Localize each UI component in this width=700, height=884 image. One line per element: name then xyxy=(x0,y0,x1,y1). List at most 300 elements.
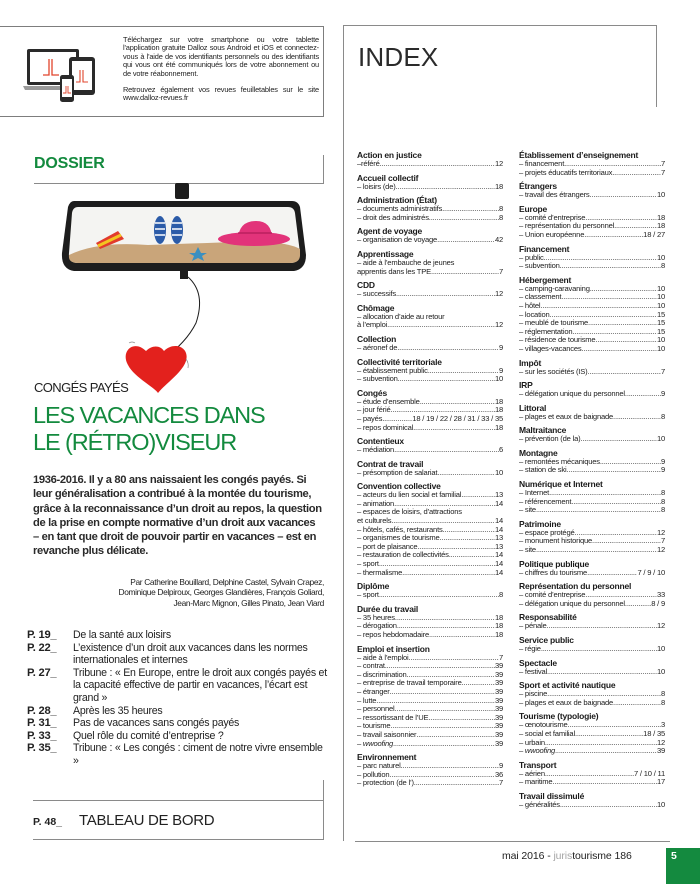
index-entry-page: 10 xyxy=(656,343,665,353)
index-entry-page: 39 xyxy=(494,712,503,722)
index-entry-page: 8 xyxy=(660,689,665,699)
index-entry-label: – dérogation xyxy=(357,621,397,631)
leader-dots xyxy=(416,731,495,740)
leader-dots xyxy=(595,336,657,345)
index-entry-label: – aide à l’embauche de jeunes xyxy=(357,257,455,267)
index-entry[interactable] xyxy=(357,424,503,433)
leader-dots xyxy=(402,569,495,578)
leader-dots xyxy=(590,285,657,294)
leader-dots xyxy=(390,688,495,697)
index-entry-label: – maritime xyxy=(519,777,553,787)
index-frame-right xyxy=(656,25,657,107)
index-entry-page: 39 xyxy=(494,661,503,671)
index-entry-label: – thermalisme xyxy=(357,567,403,577)
index-entry[interactable] xyxy=(519,546,665,555)
index-group xyxy=(357,388,503,432)
index-entry-page: 10 xyxy=(656,252,665,262)
index-entry-label: –référé xyxy=(357,159,380,168)
index-entry-label: – sur les sociétés (IS) xyxy=(519,366,588,376)
index-group xyxy=(519,635,665,654)
index-entry-page: 9 xyxy=(498,365,503,375)
index-entry-page: 18 xyxy=(494,181,503,191)
index-entry-label: – restauration de collectivités xyxy=(357,550,449,560)
toc-item[interactable] xyxy=(27,629,327,642)
index-heading: Étrangers xyxy=(519,181,557,192)
index-group xyxy=(357,644,503,749)
index-entry-label: – comité d’entreprise xyxy=(519,590,586,600)
headline xyxy=(33,402,323,456)
index-entry-label: apprentis dans les TPE xyxy=(357,266,431,276)
index-entry-label: – référencement xyxy=(519,496,572,506)
index-entry[interactable] xyxy=(519,699,665,708)
index-group xyxy=(519,403,665,422)
index-heading: Hébergement xyxy=(519,274,572,285)
index-entry-label: – monument historique xyxy=(519,536,593,546)
index-group xyxy=(519,358,665,377)
index-group xyxy=(357,226,503,245)
index-entry[interactable] xyxy=(357,469,503,478)
index-entry-label: – chiffres du tourisme xyxy=(519,567,588,577)
index-group xyxy=(519,380,665,399)
index-entry[interactable] xyxy=(357,290,503,299)
index-heading: Numérique et Internet xyxy=(519,479,603,490)
index-entry-page: 10 xyxy=(656,335,665,345)
leader-dots xyxy=(408,654,498,663)
index-entry-page: 18 xyxy=(656,221,665,231)
index-entry-label: – camping-caravaning xyxy=(519,283,590,293)
index-entry[interactable] xyxy=(519,390,665,399)
leader-dots xyxy=(541,645,657,654)
leader-dots xyxy=(437,469,495,478)
leader-dots xyxy=(575,730,643,739)
leader-dots xyxy=(547,622,657,631)
index-entry-page: 12 xyxy=(656,527,665,537)
index-entry-label: – délégation unique du personnel xyxy=(519,598,625,608)
index-entry-page: 33 xyxy=(656,590,665,600)
divider xyxy=(355,841,670,842)
headline-line-1: LES VACANCES DANS xyxy=(33,402,265,428)
index-group xyxy=(519,711,665,755)
leader-dots xyxy=(561,293,657,302)
index-entry[interactable] xyxy=(519,231,665,240)
leader-dots xyxy=(401,762,499,771)
index-entry-page: 8 xyxy=(660,488,665,498)
index-group xyxy=(519,658,665,677)
index-entry-label: – prévention (de la) xyxy=(519,434,581,444)
index-entry[interactable] xyxy=(519,778,665,787)
index-entry-label: – repos hebdomadaire xyxy=(357,630,429,639)
toc-title: De la santé aux loisirs xyxy=(73,629,171,641)
index-entry-label: – social et familial xyxy=(519,728,575,738)
leader-dots xyxy=(566,466,661,475)
index-entry-label: – délégation unique du personnel xyxy=(519,389,625,399)
index-entry-page: 13 xyxy=(494,533,503,543)
index-entry-label: – loisirs (de) xyxy=(357,181,396,191)
tableau-page: P. 48_ xyxy=(33,816,63,828)
leader-dots xyxy=(581,345,656,354)
index-entry[interactable] xyxy=(519,413,665,422)
index-entry-label: – établissement public xyxy=(357,365,428,375)
index-heading: Europe xyxy=(519,203,548,214)
index-entry-page: 14 xyxy=(494,516,503,526)
toc-item[interactable] xyxy=(27,667,327,705)
leader-dots xyxy=(428,714,495,723)
toc-title: L’existence d’un droit aux vacances dans les normes internationales et internes xyxy=(73,641,308,667)
index-heading: Chômage xyxy=(357,302,395,313)
index-heading: Accueil collectif xyxy=(357,172,419,183)
leader-dots xyxy=(387,321,495,330)
toc-title: Après les 35 heures xyxy=(73,704,163,717)
index-entry[interactable] xyxy=(357,313,503,330)
index-entry[interactable] xyxy=(519,466,665,475)
toc-title: Quel rôle du comité d’entreprise ? xyxy=(73,729,224,742)
index-entry-page: 39 xyxy=(494,686,503,696)
index-entry-page: 14 xyxy=(494,567,503,577)
index-entry-label: – aide à l’emploi xyxy=(357,652,409,662)
index-group xyxy=(357,357,503,384)
index-heading: Diplôme xyxy=(357,581,390,592)
promo-text xyxy=(123,36,319,111)
index-entry-page: 18 / 19 / 22 / 28 / 31 / 33 / 35 xyxy=(412,413,503,423)
toc-title: Tribune : « Les congés : ciment de notre vivre ensemble » xyxy=(73,742,323,767)
index-entry-page: 12 xyxy=(656,737,665,747)
authors-line: Jean-Marc Mignon, Gilles Pinato, Jean Viard xyxy=(173,597,324,608)
index-group xyxy=(519,791,665,810)
index-heading: Action en justice xyxy=(357,150,422,160)
index-entry[interactable] xyxy=(357,740,503,749)
index-entry-page: 39 xyxy=(494,704,503,714)
index-heading: Tourisme (typologie) xyxy=(519,711,599,722)
toc-title: Pas de vacances sans congés payés xyxy=(73,717,240,730)
index-entry[interactable] xyxy=(357,344,503,353)
index-entry-label: – acteurs du lien social et familial xyxy=(357,490,462,500)
leader-dots xyxy=(393,740,495,749)
index-entry-label: – repos dominical xyxy=(357,422,414,432)
index-heading: Environnement xyxy=(357,752,417,763)
leader-dots xyxy=(560,262,661,271)
index-entry[interactable] xyxy=(519,345,665,354)
issue-number: 186 xyxy=(611,850,632,862)
leader-dots xyxy=(396,290,495,299)
index-entry[interactable] xyxy=(519,498,665,507)
index-entry-page: 12 xyxy=(494,289,503,299)
index-heading: Administration (État) xyxy=(357,195,437,206)
leader-dots xyxy=(544,254,657,263)
index-group xyxy=(357,303,503,330)
index-heading: Politique publique xyxy=(519,558,590,569)
index-entry[interactable] xyxy=(519,747,665,756)
index-entry[interactable] xyxy=(357,236,503,245)
index-entry-label: – aéronef de xyxy=(357,342,398,352)
index-entry-page: 10 xyxy=(494,467,503,477)
index-entry-label: – protection (de l’) xyxy=(357,778,414,788)
index-heading: Emploi et insertion xyxy=(357,643,430,654)
authors-line: Dominique Delpiroux, Georges Glandières, François Goliard, xyxy=(118,587,324,598)
index-entry[interactable] xyxy=(357,446,503,455)
index-entry-label: – représentation du personnel xyxy=(519,221,615,231)
index-entry-page: 39 xyxy=(494,721,503,731)
index-heading: Impôt xyxy=(519,357,542,368)
index-entry-page: 10 xyxy=(656,190,665,200)
index-entry-page: 10 xyxy=(656,799,665,809)
index-entry[interactable] xyxy=(519,435,665,444)
index-entry-page: 14 xyxy=(494,524,503,534)
index-entry-page: 39 xyxy=(494,678,503,688)
index-entry-label: – résidence de tourisme xyxy=(519,335,596,345)
index-entry-label: – successifs xyxy=(357,289,396,299)
index-entry-label: – Union européenne xyxy=(519,229,585,239)
index-heading: Collection xyxy=(357,333,397,344)
index-heading: Convention collective xyxy=(357,481,441,492)
leader-dots xyxy=(442,205,499,214)
leader-dots xyxy=(584,231,643,240)
index-entry-label: – site xyxy=(519,545,536,555)
leader-dots xyxy=(461,491,495,500)
leader-dots xyxy=(587,569,637,578)
lead-paragraph: 1936-2016. Il y a 80 ans naissaient les congés payés. Si leur généralisation a contribué à la montée du tourisme, grâce à la reconnaissance d’un droit au repos, la question de la prise en compte normative d’un droit aux vacances – en tant que droit de pouvoir partir en vacances – est en revanche plus délicate. xyxy=(33,474,322,558)
index-entry[interactable] xyxy=(357,569,503,578)
index-entry-label: – comité d’entreprise xyxy=(519,212,586,222)
index-entry-page: 7 xyxy=(660,366,665,376)
index-group xyxy=(519,244,665,271)
leader-dots xyxy=(536,506,661,515)
divider xyxy=(33,839,323,840)
page-number-badge: 5 xyxy=(666,848,700,884)
leader-dots xyxy=(536,546,657,555)
index-entry-page: 9 xyxy=(498,342,503,352)
index-entry[interactable] xyxy=(519,262,665,271)
index-entry-page: 18 xyxy=(494,621,503,631)
index-entry-label: – location xyxy=(519,309,550,319)
index-heading: IRP xyxy=(519,380,533,391)
index-entry-label: – villages-vacances xyxy=(519,343,582,353)
index-entry[interactable] xyxy=(519,668,665,677)
index-entry-page: 12 xyxy=(494,159,503,168)
index-entry[interactable] xyxy=(357,631,503,640)
index-entry-label: – plages et eaux de baignade xyxy=(519,411,614,421)
index-entry-page: 18 xyxy=(494,396,503,406)
index-entry-label: – payés xyxy=(357,413,383,423)
leader-dots xyxy=(625,600,651,609)
tableau-de-bord-link[interactable] xyxy=(33,812,214,829)
index-entry-page: 7 xyxy=(660,167,665,177)
index-heading: Transport xyxy=(519,759,557,770)
index-entry-page: 9 xyxy=(660,465,665,475)
index-entry-label: – classement xyxy=(519,292,562,302)
index-entry-page: 39 xyxy=(494,669,503,679)
leader-dots xyxy=(590,191,657,200)
index-entry[interactable] xyxy=(519,506,665,515)
index-entry-label: – animation xyxy=(357,498,395,508)
index-entry-page: 8 xyxy=(660,411,665,421)
index-entry[interactable] xyxy=(519,191,665,200)
index-entry[interactable] xyxy=(357,259,503,276)
index-entry-page: 39 xyxy=(494,738,503,748)
leader-dots xyxy=(429,214,499,223)
index-heading: Congés xyxy=(357,387,387,398)
index-group xyxy=(519,150,665,177)
toc-item[interactable] xyxy=(27,742,327,767)
index-entry-label: – tourisme xyxy=(357,721,391,731)
toc-page: P. 27_ xyxy=(27,666,57,679)
index-group xyxy=(519,275,665,354)
index-entry-page: 10 xyxy=(656,644,665,653)
index-entry[interactable] xyxy=(357,183,503,192)
index-entry-label: – généralités xyxy=(519,799,560,809)
folio xyxy=(502,850,632,862)
index-entry-page: 8 xyxy=(660,496,665,506)
index-entry-label: – réglementation xyxy=(519,326,573,336)
index-entry-label: – présomption de salariat xyxy=(357,467,438,477)
leader-dots xyxy=(625,390,661,399)
index-entry-page: 6 xyxy=(498,445,503,455)
leader-dots xyxy=(414,779,499,788)
index-frame-top xyxy=(343,25,656,26)
toc-page: P. 35_ xyxy=(27,742,57,755)
index-entry[interactable] xyxy=(519,293,665,302)
index-entry-label: – travail saisonnier xyxy=(357,729,417,739)
toc-item[interactable] xyxy=(27,705,327,718)
index-entry-label: et culturels xyxy=(357,516,392,526)
index-entry-label: – subvention xyxy=(519,261,560,271)
index-heading: Travail dissimulé xyxy=(519,790,585,801)
leader-dots xyxy=(413,424,495,433)
index-entry[interactable] xyxy=(519,622,665,631)
index-group xyxy=(519,612,665,631)
index-entry-label: – pénale xyxy=(519,621,547,631)
index-entry-page: 8 / 9 xyxy=(651,598,665,608)
index-entry-label: – hôtel xyxy=(519,300,541,310)
leader-dots xyxy=(545,770,634,779)
index-entry-page: 8 xyxy=(498,590,503,600)
index-entry-label: – personnel xyxy=(357,704,395,714)
index-entry[interactable] xyxy=(519,537,665,546)
toc-page: P. 28_ xyxy=(27,704,57,717)
index-entry-label: – organismes de tourisme xyxy=(357,533,440,543)
index-entry-page: 15 xyxy=(656,326,665,336)
leader-dots xyxy=(600,458,661,467)
index-entry[interactable] xyxy=(519,368,665,377)
index-entry[interactable] xyxy=(519,600,665,609)
promo-paragraph-2: Retrouvez également vos revues feuilletables sur le site www.dalloz-revues.fr xyxy=(123,85,319,103)
index-group xyxy=(519,680,665,707)
index-entry[interactable] xyxy=(357,591,503,600)
index-entry-label: – wwoofing xyxy=(519,746,555,756)
index-entry[interactable] xyxy=(357,508,503,525)
index-entry[interactable] xyxy=(357,688,503,697)
index-entry-label: – urbain xyxy=(519,737,545,747)
index-column-2 xyxy=(519,150,665,814)
kicker: CONGÉS PAYÉS xyxy=(34,380,129,395)
index-entry-page: 7 xyxy=(498,652,503,662)
index-entry-label: – hôtels, cafés, restaurants xyxy=(357,524,443,534)
index-heading: Représentation du personnel xyxy=(519,581,632,592)
index-heading: Apprentissage xyxy=(357,248,414,259)
index-entry-page: 18 / 27 xyxy=(643,229,665,239)
index-entry-label: – parc naturel xyxy=(357,761,401,771)
leader-dots xyxy=(613,699,661,708)
index-group xyxy=(519,559,665,578)
leader-dots xyxy=(420,398,495,407)
index-entry-page: 13 xyxy=(494,541,503,551)
index-heading: Maltraitance xyxy=(519,425,567,436)
index-entry-label: – pollution xyxy=(357,769,390,779)
index-heading: CDD xyxy=(357,280,375,291)
index-heading: Responsabilité xyxy=(519,612,577,623)
index-entry[interactable] xyxy=(519,169,665,178)
index-entry-page: 14 xyxy=(494,550,503,560)
index-entry-label: – Internet xyxy=(519,488,550,498)
index-entry-label: – espace protégé xyxy=(519,527,575,537)
index-heading: Agent de voyage xyxy=(357,226,423,237)
index-heading: Collectivité territoriale xyxy=(357,356,442,367)
index-entry-page: 39 xyxy=(494,695,503,705)
index-entry[interactable] xyxy=(519,801,665,810)
index-entry[interactable] xyxy=(519,569,665,578)
index-entry-page: 39 xyxy=(494,729,503,739)
index-entry-label: – 35 heures xyxy=(357,612,395,622)
index-entry-label: – contrat xyxy=(357,661,385,671)
index-group xyxy=(357,459,503,478)
index-entry-label: – étude d’ensemble xyxy=(357,396,420,406)
index-group xyxy=(519,519,665,555)
index-entry-label: – aérien xyxy=(519,768,545,778)
index-entry-label: – droit des administrés xyxy=(357,212,429,222)
index-entry-label: – projets éducatifs territoriaux xyxy=(519,167,613,177)
toc-item[interactable] xyxy=(27,642,327,667)
leader-dots xyxy=(395,614,495,623)
index-entry-page: 17 xyxy=(656,777,665,787)
index-entry-page: 7 xyxy=(498,778,503,788)
index-heading: Littoral xyxy=(519,402,547,413)
index-group xyxy=(357,173,503,192)
index-entry-page: 10 xyxy=(494,374,503,384)
index-heading: Spectacle xyxy=(519,657,557,668)
leader-dots xyxy=(580,435,657,444)
index-group xyxy=(357,195,503,222)
index-entry-label: à l’emploi xyxy=(357,320,388,330)
index-entry-label: – œnotourisme xyxy=(519,720,568,730)
index-entry-label: – station de ski xyxy=(519,465,567,475)
index-entry-label: – ressortissant de l’UE xyxy=(357,712,429,722)
index-entry-label: – médiation xyxy=(357,445,395,455)
index-entry[interactable] xyxy=(357,375,503,384)
toc-item[interactable] xyxy=(27,730,327,743)
leader-dots xyxy=(429,631,495,640)
index-entry-page: 12 xyxy=(656,545,665,555)
index-entry-page: 12 xyxy=(656,621,665,631)
index-heading: Établissement d’enseignement xyxy=(519,150,639,160)
index-entry-page: 18 xyxy=(494,612,503,622)
index-entry-label: – meublé de tourisme xyxy=(519,318,589,328)
index-entry[interactable] xyxy=(357,214,503,223)
index-frame-left xyxy=(343,25,344,841)
index-entry-page: 10 xyxy=(656,283,665,293)
brand-juris: juris xyxy=(553,850,573,862)
index-entry[interactable] xyxy=(357,160,503,169)
index-entry[interactable] xyxy=(357,779,503,788)
leader-dots xyxy=(449,551,495,560)
section-label: DOSSIER xyxy=(34,155,105,172)
index-entry[interactable] xyxy=(519,645,665,654)
index-group xyxy=(357,249,503,276)
index-heading: Sport et activité nautique xyxy=(519,680,616,691)
index-group xyxy=(357,581,503,600)
toc-item[interactable] xyxy=(27,717,327,730)
index-entry-page: 7 xyxy=(660,536,665,546)
index-entry-label: – travail des étrangers xyxy=(519,190,590,200)
index-group xyxy=(357,334,503,353)
